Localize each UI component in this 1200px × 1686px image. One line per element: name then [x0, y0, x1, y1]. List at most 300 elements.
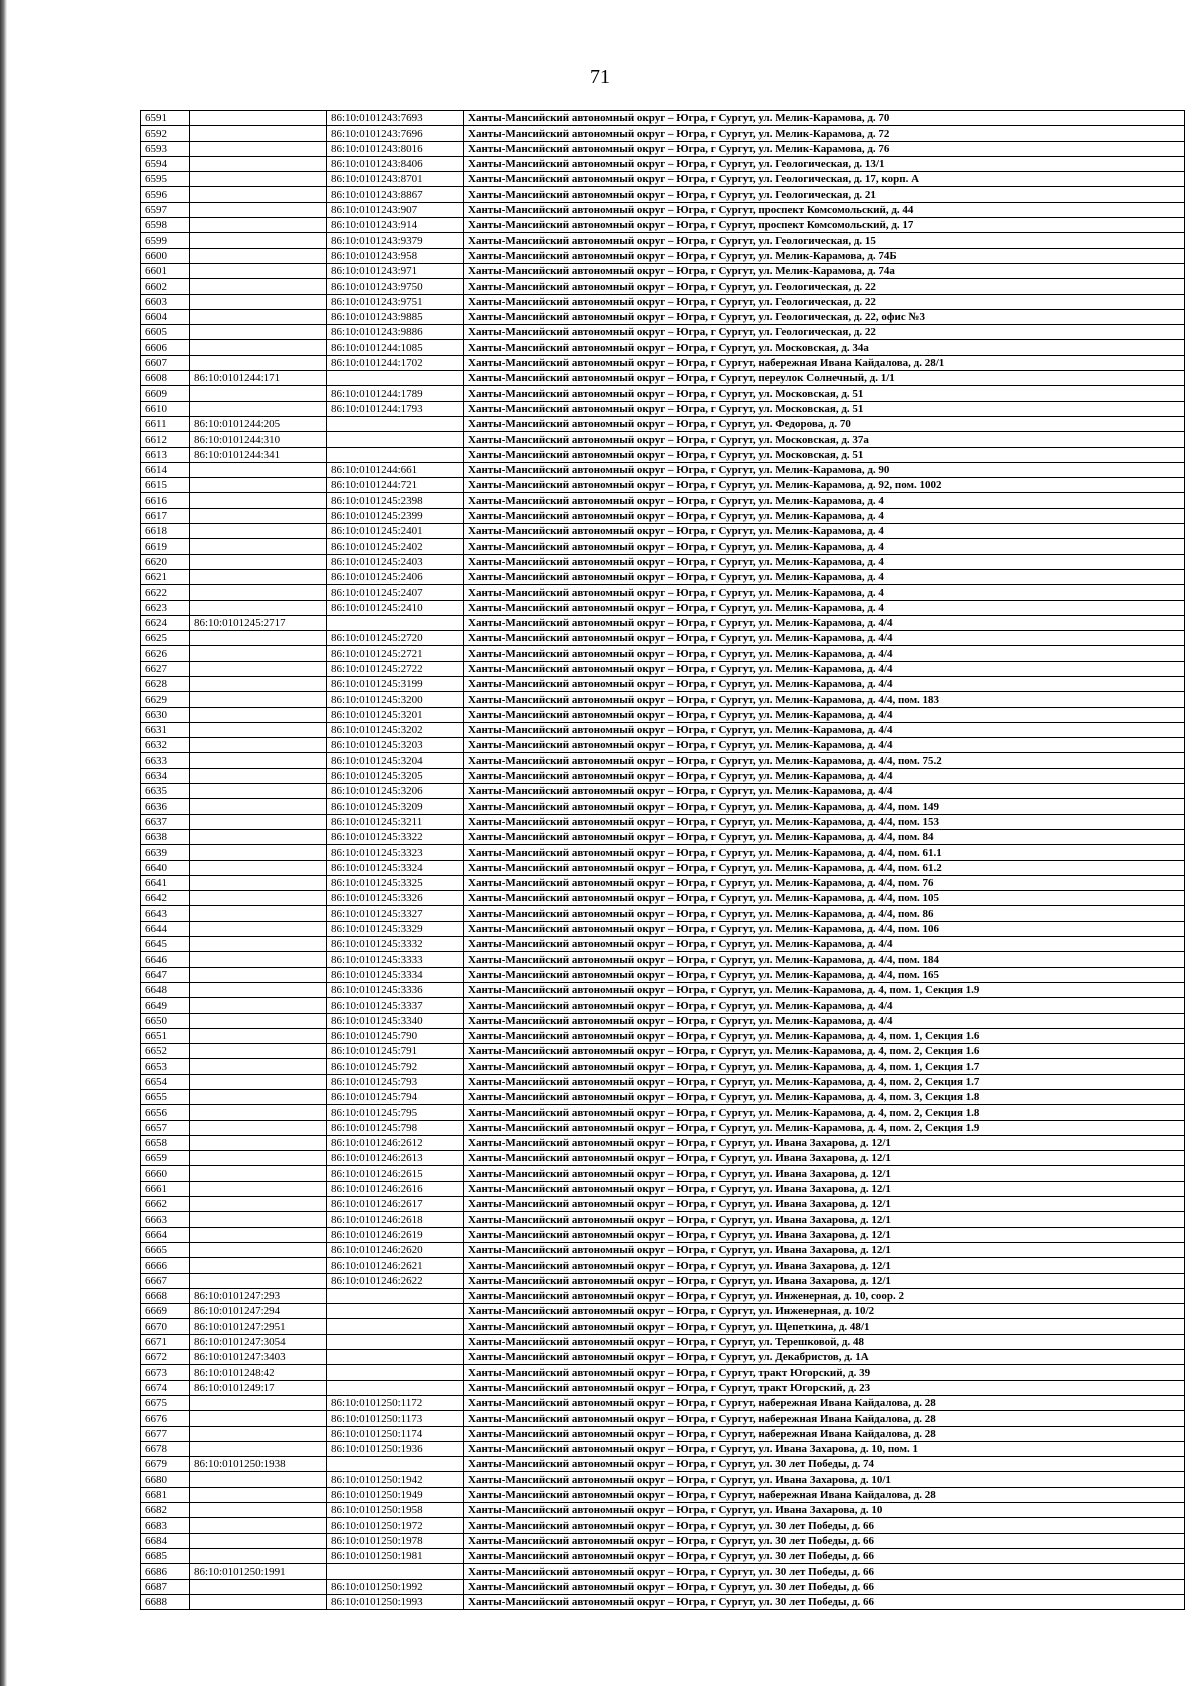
table-row [141, 524, 1185, 539]
row-number-cell: 6665 [141, 1242, 190, 1257]
object-cadastral-number-cell [327, 1304, 464, 1319]
land-cadastral-number-cell [190, 508, 327, 523]
table-row [141, 1059, 1185, 1074]
row-number-cell: 6660 [141, 1166, 190, 1181]
land-cadastral-number-cell [190, 1105, 327, 1120]
row-number-cell: 6679 [141, 1457, 190, 1472]
address-cell: Ханты-Мансийский автономный округ – Югра, г Сургут, проспект Комсомольский, д. 44 [464, 202, 1185, 217]
row-number-cell: 6685 [141, 1548, 190, 1563]
land-cadastral-number-cell [190, 462, 327, 477]
row-number-cell: 6594 [141, 156, 190, 171]
land-cadastral-number-cell [190, 631, 327, 646]
object-cadastral-number-cell: 86:10:0101246:2616 [327, 1181, 464, 1196]
row-number-cell: 6678 [141, 1441, 190, 1456]
row-number-cell: 6643 [141, 906, 190, 921]
object-cadastral-number-cell: 86:10:0101246:2618 [327, 1212, 464, 1227]
land-cadastral-number-cell [190, 738, 327, 753]
table-row [141, 371, 1185, 386]
row-number-cell: 6624 [141, 615, 190, 630]
land-cadastral-number-cell [190, 1212, 327, 1227]
address-cell: Ханты-Мансийский автономный округ – Югра, г Сургут, ул. 30 лет Победы, д. 66 [464, 1579, 1185, 1594]
table-row [141, 1120, 1185, 1135]
table-row [141, 952, 1185, 967]
row-number-cell: 6600 [141, 248, 190, 263]
address-cell: Ханты-Мансийский автономный округ – Югра, г Сургут, ул. 30 лет Победы, д. 66 [464, 1518, 1185, 1533]
object-cadastral-number-cell: 86:10:0101245:3200 [327, 692, 464, 707]
land-cadastral-number-cell [190, 156, 327, 171]
land-cadastral-number-cell [190, 799, 327, 814]
table-row [141, 279, 1185, 294]
table-row [141, 432, 1185, 447]
address-cell: Ханты-Мансийский автономный округ – Югра, г Сургут, ул. Мелик-Карамова, д. 4/4, пом. 106 [464, 921, 1185, 936]
address-cell: Ханты-Мансийский автономный округ – Югра, г Сургут, ул. Мелик-Карамова, д. 4, пом. 1, Секция 1.9 [464, 982, 1185, 997]
address-cell: Ханты-Мансийский автономный округ – Югра, г Сургут, ул. Ивана Захарова, д. 10 [464, 1503, 1185, 1518]
object-cadastral-number-cell: 86:10:0101245:2410 [327, 600, 464, 615]
object-cadastral-number-cell [327, 1350, 464, 1365]
table-row [141, 1487, 1185, 1502]
land-cadastral-number-cell [190, 1151, 327, 1166]
object-cadastral-number-cell: 86:10:0101245:2406 [327, 569, 464, 584]
object-cadastral-number-cell: 86:10:0101244:1702 [327, 355, 464, 370]
row-number-cell: 6609 [141, 386, 190, 401]
table-row [141, 263, 1185, 278]
row-number-cell: 6619 [141, 539, 190, 554]
row-number-cell: 6686 [141, 1564, 190, 1579]
address-cell: Ханты-Мансийский автономный округ – Югра, г Сургут, ул. Мелик-Карамова, д. 4/4, пом. 105 [464, 891, 1185, 906]
object-cadastral-number-cell: 86:10:0101245:2398 [327, 493, 464, 508]
object-cadastral-number-cell [327, 416, 464, 431]
land-cadastral-number-cell [190, 111, 327, 126]
object-cadastral-number-cell: 86:10:0101250:1972 [327, 1518, 464, 1533]
row-number-cell: 6650 [141, 1013, 190, 1028]
table-row [141, 569, 1185, 584]
object-cadastral-number-cell: 86:10:0101245:3206 [327, 784, 464, 799]
land-cadastral-number-cell [190, 692, 327, 707]
row-number-cell: 6644 [141, 921, 190, 936]
address-cell: Ханты-Мансийский автономный округ – Югра, г Сургут, ул. Мелик-Карамова, д. 4/4 [464, 615, 1185, 630]
table-row [141, 325, 1185, 340]
row-number-cell: 6608 [141, 371, 190, 386]
table-row [141, 172, 1185, 187]
table-row [141, 1074, 1185, 1089]
row-number-cell: 6612 [141, 432, 190, 447]
address-cell: Ханты-Мансийский автономный округ – Югра, г Сургут, ул. Московская, д. 51 [464, 386, 1185, 401]
table-row [141, 692, 1185, 707]
object-cadastral-number-cell: 86:10:0101245:2720 [327, 631, 464, 646]
scan-edge-shadow [0, 0, 7, 1686]
object-cadastral-number-cell: 86:10:0101244:1085 [327, 340, 464, 355]
row-number-cell: 6614 [141, 462, 190, 477]
object-cadastral-number-cell: 86:10:0101245:795 [327, 1105, 464, 1120]
address-cell: Ханты-Мансийский автономный округ – Югра, г Сургут, ул. Мелик-Карамова, д. 4/4, пом. 84 [464, 829, 1185, 844]
address-cell: Ханты-Мансийский автономный округ – Югра, г Сургут, ул. Мелик-Карамова, д. 4/4, пом. 61.2 [464, 860, 1185, 875]
table-row [141, 982, 1185, 997]
table-row [141, 508, 1185, 523]
table-row [141, 187, 1185, 202]
row-number-cell: 6627 [141, 661, 190, 676]
land-cadastral-number-cell [190, 1044, 327, 1059]
object-cadastral-number-cell: 86:10:0101245:3327 [327, 906, 464, 921]
row-number-cell: 6633 [141, 753, 190, 768]
table-row [141, 1197, 1185, 1212]
object-cadastral-number-cell: 86:10:0101246:2612 [327, 1135, 464, 1150]
land-cadastral-number-cell [190, 294, 327, 309]
address-cell: Ханты-Мансийский автономный округ – Югра, г Сургут, ул. Мелик-Карамова, д. 72 [464, 126, 1185, 141]
address-cell: Ханты-Мансийский автономный округ – Югра, г Сургут, ул. 30 лет Победы, д. 66 [464, 1564, 1185, 1579]
table-row [141, 753, 1185, 768]
address-cell: Ханты-Мансийский автономный округ – Югра, г Сургут, ул. Геологическая, д. 22 [464, 279, 1185, 294]
row-number-cell: 6592 [141, 126, 190, 141]
object-cadastral-number-cell [327, 1380, 464, 1395]
object-cadastral-number-cell: 86:10:0101243:9751 [327, 294, 464, 309]
address-cell: Ханты-Мансийский автономный округ – Югра, г Сургут, ул. Геологическая, д. 13/1 [464, 156, 1185, 171]
table-row [141, 615, 1185, 630]
table-row [141, 967, 1185, 982]
object-cadastral-number-cell: 86:10:0101245:3322 [327, 829, 464, 844]
row-number-cell: 6613 [141, 447, 190, 462]
table-row [141, 1044, 1185, 1059]
table-row [141, 539, 1185, 554]
address-cell: Ханты-Мансийский автономный округ – Югра, г Сургут, ул. Ивана Захарова, д. 12/1 [464, 1227, 1185, 1242]
table-row [141, 156, 1185, 171]
table-row [141, 126, 1185, 141]
row-number-cell: 6597 [141, 202, 190, 217]
row-number-cell: 6621 [141, 569, 190, 584]
land-cadastral-number-cell: 86:10:0101247:3403 [190, 1350, 327, 1365]
table-row [141, 707, 1185, 722]
address-cell: Ханты-Мансийский автономный округ – Югра, г Сургут, ул. Мелик-Карамова, д. 4/4 [464, 676, 1185, 691]
row-number-cell: 6657 [141, 1120, 190, 1135]
row-number-cell: 6601 [141, 263, 190, 278]
land-cadastral-number-cell [190, 967, 327, 982]
table-row [141, 845, 1185, 860]
land-cadastral-number-cell: 86:10:0101249:17 [190, 1380, 327, 1395]
row-number-cell: 6622 [141, 585, 190, 600]
land-cadastral-number-cell [190, 248, 327, 263]
address-cell: Ханты-Мансийский автономный округ – Югра, г Сургут, ул. Ивана Захарова, д. 10, пом. 1 [464, 1441, 1185, 1456]
object-cadastral-number-cell: 86:10:0101245:3336 [327, 982, 464, 997]
land-cadastral-number-cell: 86:10:0101248:42 [190, 1365, 327, 1380]
row-number-cell: 6666 [141, 1258, 190, 1273]
row-number-cell: 6674 [141, 1380, 190, 1395]
object-cadastral-number-cell: 86:10:0101250:1942 [327, 1472, 464, 1487]
row-number-cell: 6684 [141, 1533, 190, 1548]
object-cadastral-number-cell: 86:10:0101243:8016 [327, 141, 464, 156]
row-number-cell: 6647 [141, 967, 190, 982]
object-cadastral-number-cell: 86:10:0101245:3325 [327, 875, 464, 890]
address-cell: Ханты-Мансийский автономный округ – Югра, г Сургут, ул. 30 лет Победы, д. 66 [464, 1533, 1185, 1548]
table-row [141, 1166, 1185, 1181]
table-row [141, 829, 1185, 844]
table-body [141, 111, 1185, 1610]
object-cadastral-number-cell [327, 1288, 464, 1303]
row-number-cell: 6625 [141, 631, 190, 646]
land-cadastral-number-cell [190, 676, 327, 691]
row-number-cell: 6671 [141, 1334, 190, 1349]
row-number-cell: 6631 [141, 722, 190, 737]
row-number-cell: 6640 [141, 860, 190, 875]
table-row [141, 416, 1185, 431]
address-cell: Ханты-Мансийский автономный округ – Югра, г Сургут, ул. Ивана Захарова, д. 12/1 [464, 1181, 1185, 1196]
address-cell: Ханты-Мансийский автономный округ – Югра, г Сургут, ул. Московская, д. 34а [464, 340, 1185, 355]
object-cadastral-number-cell: 86:10:0101250:1978 [327, 1533, 464, 1548]
object-cadastral-number-cell: 86:10:0101246:2613 [327, 1151, 464, 1166]
table-row [141, 1304, 1185, 1319]
object-cadastral-number-cell: 86:10:0101245:3326 [327, 891, 464, 906]
row-number-cell: 6615 [141, 478, 190, 493]
table-row [141, 906, 1185, 921]
land-cadastral-number-cell [190, 1120, 327, 1135]
table-row [141, 1380, 1185, 1395]
land-cadastral-number-cell [190, 768, 327, 783]
address-cell: Ханты-Мансийский автономный округ – Югра, г Сургут, ул. Мелик-Карамова, д. 4, пом. 1, Секция 1.6 [464, 1028, 1185, 1043]
row-number-cell: 6659 [141, 1151, 190, 1166]
land-cadastral-number-cell [190, 952, 327, 967]
table-row [141, 1350, 1185, 1365]
table-row [141, 478, 1185, 493]
object-cadastral-number-cell: 86:10:0101246:2620 [327, 1242, 464, 1257]
object-cadastral-number-cell: 86:10:0101250:1949 [327, 1487, 464, 1502]
object-cadastral-number-cell: 86:10:0101246:2615 [327, 1166, 464, 1181]
address-cell: Ханты-Мансийский автономный округ – Югра, г Сургут, ул. Мелик-Карамова, д. 4 [464, 524, 1185, 539]
address-cell: Ханты-Мансийский автономный округ – Югра, г Сургут, ул. Мелик-Карамова, д. 4/4 [464, 738, 1185, 753]
table-row [141, 921, 1185, 936]
table-row [141, 248, 1185, 263]
address-cell: Ханты-Мансийский автономный округ – Югра, г Сургут, ул. Мелик-Карамова, д. 4, пом. 1, Секция 1.7 [464, 1059, 1185, 1074]
address-cell: Ханты-Мансийский автономный округ – Югра, г Сургут, ул. Мелик-Карамова, д. 4/4 [464, 768, 1185, 783]
object-cadastral-number-cell: 86:10:0101245:3202 [327, 722, 464, 737]
row-number-cell: 6669 [141, 1304, 190, 1319]
object-cadastral-number-cell: 86:10:0101243:8701 [327, 172, 464, 187]
table-row [141, 1288, 1185, 1303]
land-cadastral-number-cell [190, 554, 327, 569]
address-cell: Ханты-Мансийский автономный округ – Югра, г Сургут, ул. Ивана Захарова, д. 12/1 [464, 1166, 1185, 1181]
object-cadastral-number-cell: 86:10:0101243:907 [327, 202, 464, 217]
row-number-cell: 6636 [141, 799, 190, 814]
land-cadastral-number-cell: 86:10:0101244:341 [190, 447, 327, 462]
land-cadastral-number-cell [190, 585, 327, 600]
land-cadastral-number-cell [190, 309, 327, 324]
row-number-cell: 6655 [141, 1090, 190, 1105]
row-number-cell: 6651 [141, 1028, 190, 1043]
row-number-cell: 6629 [141, 692, 190, 707]
land-cadastral-number-cell: 86:10:0101250:1938 [190, 1457, 327, 1472]
object-cadastral-number-cell [327, 1365, 464, 1380]
table-row [141, 1472, 1185, 1487]
address-cell: Ханты-Мансийский автономный округ – Югра, г Сургут, ул. 30 лет Победы, д. 66 [464, 1594, 1185, 1609]
row-number-cell: 6682 [141, 1503, 190, 1518]
row-number-cell: 6637 [141, 814, 190, 829]
address-cell: Ханты-Мансийский автономный округ – Югра, г Сургут, ул. Мелик-Карамова, д. 4 [464, 569, 1185, 584]
table-row [141, 937, 1185, 952]
object-cadastral-number-cell: 86:10:0101245:3203 [327, 738, 464, 753]
row-number-cell: 6656 [141, 1105, 190, 1120]
address-cell: Ханты-Мансийский автономный округ – Югра, г Сургут, ул. Ивана Захарова, д. 12/1 [464, 1151, 1185, 1166]
table-row [141, 768, 1185, 783]
object-cadastral-number-cell: 86:10:0101246:2622 [327, 1273, 464, 1288]
land-cadastral-number-cell [190, 707, 327, 722]
address-cell: Ханты-Мансийский автономный округ – Югра, г Сургут, ул. Мелик-Карамова, д. 4, пом. 2, Секция 1.9 [464, 1120, 1185, 1135]
row-number-cell: 6677 [141, 1426, 190, 1441]
row-number-cell: 6681 [141, 1487, 190, 1502]
table-row [141, 141, 1185, 156]
table-row [141, 340, 1185, 355]
land-cadastral-number-cell [190, 355, 327, 370]
address-cell: Ханты-Мансийский автономный округ – Югра, г Сургут, ул. Декабристов, д. 1А [464, 1350, 1185, 1365]
land-cadastral-number-cell [190, 814, 327, 829]
table-row [141, 233, 1185, 248]
table-row [141, 1411, 1185, 1426]
address-cell: Ханты-Мансийский автономный округ – Югра, г Сургут, набережная Ивана Кайдалова, д. 28 [464, 1426, 1185, 1441]
address-cell: Ханты-Мансийский автономный округ – Югра, г Сургут, ул. Мелик-Карамова, д. 4/4, пом. 153 [464, 814, 1185, 829]
table-row [141, 1579, 1185, 1594]
row-number-cell: 6649 [141, 998, 190, 1013]
object-cadastral-number-cell: 86:10:0101246:2619 [327, 1227, 464, 1242]
object-cadastral-number-cell: 86:10:0101245:3334 [327, 967, 464, 982]
address-cell: Ханты-Мансийский автономный округ – Югра, г Сургут, ул. Мелик-Карамова, д. 4/4 [464, 998, 1185, 1013]
object-cadastral-number-cell: 86:10:0101245:3332 [327, 937, 464, 952]
land-cadastral-number-cell [190, 784, 327, 799]
land-cadastral-number-cell [190, 478, 327, 493]
row-number-cell: 6607 [141, 355, 190, 370]
address-cell: Ханты-Мансийский автономный округ – Югра, г Сургут, ул. 30 лет Победы, д. 74 [464, 1457, 1185, 1472]
row-number-cell: 6641 [141, 875, 190, 890]
land-cadastral-number-cell [190, 937, 327, 952]
object-cadastral-number-cell [327, 1319, 464, 1334]
land-cadastral-number-cell [190, 829, 327, 844]
address-cell: Ханты-Мансийский автономный округ – Югра, г Сургут, ул. Мелик-Карамова, д. 4 [464, 493, 1185, 508]
row-number-cell: 6598 [141, 218, 190, 233]
object-cadastral-number-cell: 86:10:0101243:9885 [327, 309, 464, 324]
object-cadastral-number-cell: 86:10:0101244:661 [327, 462, 464, 477]
address-cell: Ханты-Мансийский автономный округ – Югра, г Сургут, ул. Мелик-Карамова, д. 4 [464, 600, 1185, 615]
object-cadastral-number-cell: 86:10:0101245:3323 [327, 845, 464, 860]
address-cell: Ханты-Мансийский автономный округ – Югра, г Сургут, набережная Ивана Кайдалова, д. 28/1 [464, 355, 1185, 370]
land-cadastral-number-cell [190, 1579, 327, 1594]
address-cell: Ханты-Мансийский автономный округ – Югра, г Сургут, ул. Геологическая, д. 21 [464, 187, 1185, 202]
land-cadastral-number-cell [190, 202, 327, 217]
land-cadastral-number-cell [190, 1166, 327, 1181]
table-row [141, 1503, 1185, 1518]
address-cell: Ханты-Мансийский автономный округ – Югра, г Сургут, ул. Мелик-Карамова, д. 4/4, пом. 149 [464, 799, 1185, 814]
address-cell: Ханты-Мансийский автономный округ – Югра, г Сургут, ул. Мелик-Карамова, д. 4, пом. 2, Секция 1.7 [464, 1074, 1185, 1089]
row-number-cell: 6687 [141, 1579, 190, 1594]
row-number-cell: 6661 [141, 1181, 190, 1196]
address-cell: Ханты-Мансийский автономный округ – Югра, г Сургут, ул. Геологическая, д. 17, корп. А [464, 172, 1185, 187]
land-cadastral-number-cell [190, 921, 327, 936]
page-number: 71 [590, 66, 610, 88]
row-number-cell: 6662 [141, 1197, 190, 1212]
row-number-cell: 6663 [141, 1212, 190, 1227]
table-row [141, 875, 1185, 890]
table-row [141, 1258, 1185, 1273]
object-cadastral-number-cell: 86:10:0101243:914 [327, 218, 464, 233]
object-cadastral-number-cell: 86:10:0101244:721 [327, 478, 464, 493]
table-row [141, 814, 1185, 829]
address-cell: Ханты-Мансийский автономный округ – Югра, г Сургут, ул. Мелик-Карамова, д. 4, пом. 3, Секция 1.8 [464, 1090, 1185, 1105]
address-cell: Ханты-Мансийский автономный округ – Югра, г Сургут, ул. Инженерная, д. 10/2 [464, 1304, 1185, 1319]
address-cell: Ханты-Мансийский автономный округ – Югра, г Сургут, ул. Мелик-Карамова, д. 4/4, пом. 76 [464, 875, 1185, 890]
address-cell: Ханты-Мансийский автономный округ – Югра, г Сургут, ул. Мелик-Карамова, д. 4/4 [464, 707, 1185, 722]
table-row [141, 218, 1185, 233]
address-cell: Ханты-Мансийский автономный округ – Югра, г Сургут, ул. Мелик-Карамова, д. 4/4 [464, 784, 1185, 799]
land-cadastral-number-cell [190, 126, 327, 141]
object-cadastral-number-cell: 86:10:0101243:7693 [327, 111, 464, 126]
address-cell: Ханты-Мансийский автономный округ – Югра, г Сургут, ул. Геологическая, д. 22, офис №3 [464, 309, 1185, 324]
table-row [141, 1319, 1185, 1334]
row-number-cell: 6632 [141, 738, 190, 753]
row-number-cell: 6672 [141, 1350, 190, 1365]
object-cadastral-number-cell: 86:10:0101250:1174 [327, 1426, 464, 1441]
object-cadastral-number-cell: 86:10:0101244:1789 [327, 386, 464, 401]
row-number-cell: 6599 [141, 233, 190, 248]
land-cadastral-number-cell: 86:10:0101247:3054 [190, 1334, 327, 1349]
address-cell: Ханты-Мансийский автономный округ – Югра, г Сургут, ул. Московская, д. 51 [464, 447, 1185, 462]
address-cell: Ханты-Мансийский автономный округ – Югра, г Сургут, ул. Мелик-Карамова, д. 4/4, пом. 86 [464, 906, 1185, 921]
table-row [141, 111, 1185, 126]
land-cadastral-number-cell [190, 1411, 327, 1426]
land-cadastral-number-cell [190, 1090, 327, 1105]
row-number-cell: 6673 [141, 1365, 190, 1380]
land-cadastral-number-cell [190, 279, 327, 294]
object-cadastral-number-cell: 86:10:0101245:794 [327, 1090, 464, 1105]
row-number-cell: 6680 [141, 1472, 190, 1487]
table-row [141, 585, 1185, 600]
land-cadastral-number-cell: 86:10:0101245:2717 [190, 615, 327, 630]
object-cadastral-number-cell [327, 1457, 464, 1472]
row-number-cell: 6664 [141, 1227, 190, 1242]
land-cadastral-number-cell [190, 1013, 327, 1028]
address-cell: Ханты-Мансийский автономный округ – Югра, г Сургут, ул. Ивана Захарова, д. 12/1 [464, 1273, 1185, 1288]
row-number-cell: 6617 [141, 508, 190, 523]
object-cadastral-number-cell: 86:10:0101250:1993 [327, 1594, 464, 1609]
address-cell: Ханты-Мансийский автономный округ – Югра, г Сургут, ул. Мелик-Карамова, д. 70 [464, 111, 1185, 126]
table-row [141, 1395, 1185, 1410]
land-cadastral-number-cell: 86:10:0101244:171 [190, 371, 327, 386]
address-cell: Ханты-Мансийский автономный округ – Югра, г Сургут, тракт Югорский, д. 23 [464, 1380, 1185, 1395]
row-number-cell: 6606 [141, 340, 190, 355]
land-cadastral-number-cell [190, 569, 327, 584]
address-cell: Ханты-Мансийский автономный округ – Югра, г Сургут, набережная Ивана Кайдалова, д. 28 [464, 1411, 1185, 1426]
land-cadastral-number-cell [190, 661, 327, 676]
address-cell: Ханты-Мансийский автономный округ – Югра, г Сургут, ул. Мелик-Карамова, д. 74Б [464, 248, 1185, 263]
table-row [141, 891, 1185, 906]
object-cadastral-number-cell: 86:10:0101243:9379 [327, 233, 464, 248]
table-row [141, 631, 1185, 646]
address-cell: Ханты-Мансийский автономный округ – Югра, г Сургут, ул. Мелик-Карамова, д. 4/4, пом. 75.2 [464, 753, 1185, 768]
row-number-cell: 6603 [141, 294, 190, 309]
row-number-cell: 6646 [141, 952, 190, 967]
address-cell: Ханты-Мансийский автономный округ – Югра, г Сургут, ул. Мелик-Карамова, д. 90 [464, 462, 1185, 477]
row-number-cell: 6634 [141, 768, 190, 783]
land-cadastral-number-cell [190, 1594, 327, 1609]
address-cell: Ханты-Мансийский автономный округ – Югра, г Сургут, ул. Мелик-Карамова, д. 4/4 [464, 661, 1185, 676]
row-number-cell: 6626 [141, 646, 190, 661]
object-cadastral-number-cell [327, 432, 464, 447]
table-row [141, 998, 1185, 1013]
row-number-cell: 6593 [141, 141, 190, 156]
table-row [141, 1028, 1185, 1043]
table-row [141, 1227, 1185, 1242]
object-cadastral-number-cell: 86:10:0101245:2407 [327, 585, 464, 600]
object-cadastral-number-cell: 86:10:0101245:3337 [327, 998, 464, 1013]
land-cadastral-number-cell [190, 340, 327, 355]
object-cadastral-number-cell: 86:10:0101245:791 [327, 1044, 464, 1059]
object-cadastral-number-cell: 86:10:0101245:2721 [327, 646, 464, 661]
table-row [141, 1273, 1185, 1288]
land-cadastral-number-cell: 86:10:0101244:310 [190, 432, 327, 447]
address-cell: Ханты-Мансийский автономный округ – Югра, г Сургут, ул. Ивана Захарова, д. 12/1 [464, 1242, 1185, 1257]
